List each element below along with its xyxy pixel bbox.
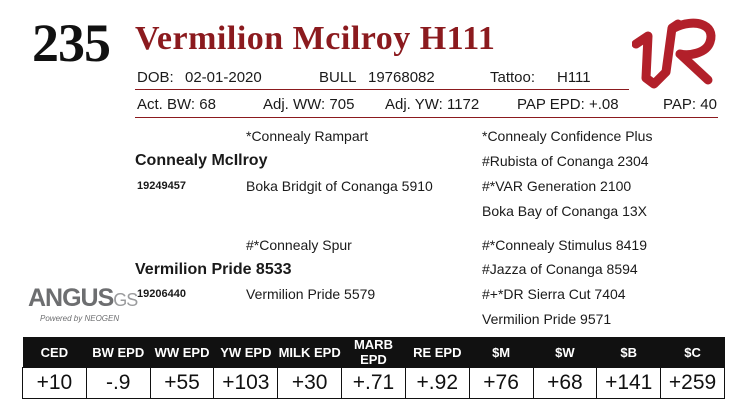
pap: PAP: 40 xyxy=(663,96,717,113)
dob-value: 02-01-2020 xyxy=(185,69,262,86)
epd-header: BW EPD xyxy=(86,337,150,368)
pap-epd: PAP EPD: +.08 xyxy=(517,96,619,113)
adj-yw: Adj. YW: 1172 xyxy=(385,96,480,113)
sire-dam: Boka Bridgit of Conanga 5910 xyxy=(246,178,433,194)
epd-header: CED xyxy=(23,337,87,368)
angus-gs-logo xyxy=(28,286,137,311)
sire-name: Connealy McIlroy xyxy=(135,152,268,169)
epd-value-row xyxy=(23,368,725,399)
epd-value: +.92 xyxy=(405,368,469,399)
epd-value: +259 xyxy=(661,368,725,399)
epd-header-row xyxy=(23,337,725,368)
sds: #*VAR Generation 2100 xyxy=(482,178,632,194)
epd-value: -.9 xyxy=(86,368,150,399)
epd-value: +10 xyxy=(23,368,87,399)
epd-value: +141 xyxy=(597,368,661,399)
epd-value: +76 xyxy=(469,368,533,399)
dob-label: DOB: xyxy=(137,69,174,86)
epd-value: +30 xyxy=(278,368,342,399)
reg-number: 19768082 xyxy=(368,69,435,86)
sex-label: BULL xyxy=(319,69,357,86)
epd-value: +103 xyxy=(214,368,278,399)
epd-table xyxy=(22,337,725,399)
dds: #+*DR Sierra Cut 7404 xyxy=(482,286,626,302)
sire-sire: *Connealy Rampart xyxy=(246,128,369,144)
angus-text: ANGUS xyxy=(28,284,114,312)
epd-value: +68 xyxy=(533,368,597,399)
sire-reg: 19249457 xyxy=(137,180,186,192)
epd-header: $B xyxy=(597,337,661,368)
epd-header: MILK EPD xyxy=(278,337,342,368)
epd-header: WW EPD xyxy=(150,337,214,368)
sss: *Connealy Confidence Plus xyxy=(482,128,653,144)
divider-bottom xyxy=(135,117,718,118)
epd-header: YW EPD xyxy=(214,337,278,368)
epd-header: $M xyxy=(469,337,533,368)
animal-name: Vermilion Mcilroy H111 xyxy=(135,20,496,57)
epd-value: +55 xyxy=(150,368,214,399)
lot-number: 235 xyxy=(32,13,110,73)
adj-ww: Adj. WW: 705 xyxy=(263,96,355,113)
vr-brand-icon xyxy=(632,14,720,90)
powered-by: Powered by NEOGEN xyxy=(40,314,120,323)
dsd: #Jazza of Conanga 8594 xyxy=(482,261,638,277)
act-bw: Act. BW: 68 xyxy=(137,96,216,113)
sdd: Boka Bay of Conanga 13X xyxy=(482,203,648,219)
divider-top xyxy=(135,89,629,90)
tattoo-label: Tattoo: xyxy=(490,69,536,86)
ssd: #Rubista of Conanga 2304 xyxy=(482,153,649,169)
tattoo-value: H111 xyxy=(557,69,591,86)
epd-value: +.71 xyxy=(342,368,406,399)
epd-header: $C xyxy=(661,337,725,368)
epd-header: RE EPD xyxy=(405,337,469,368)
gs-text: GS xyxy=(113,290,138,310)
dam-name: Vermilion Pride 8533 xyxy=(135,261,292,278)
dam-reg: 19206440 xyxy=(137,288,186,300)
dam-sire: #*Connealy Spur xyxy=(246,237,352,253)
epd-header: MARB EPD xyxy=(342,337,406,368)
ddd: Vermilion Pride 9571 xyxy=(482,311,612,327)
epd-header: $W xyxy=(533,337,597,368)
dss: #*Connealy Stimulus 8419 xyxy=(482,237,647,253)
dam-dam: Vermilion Pride 5579 xyxy=(246,286,376,302)
